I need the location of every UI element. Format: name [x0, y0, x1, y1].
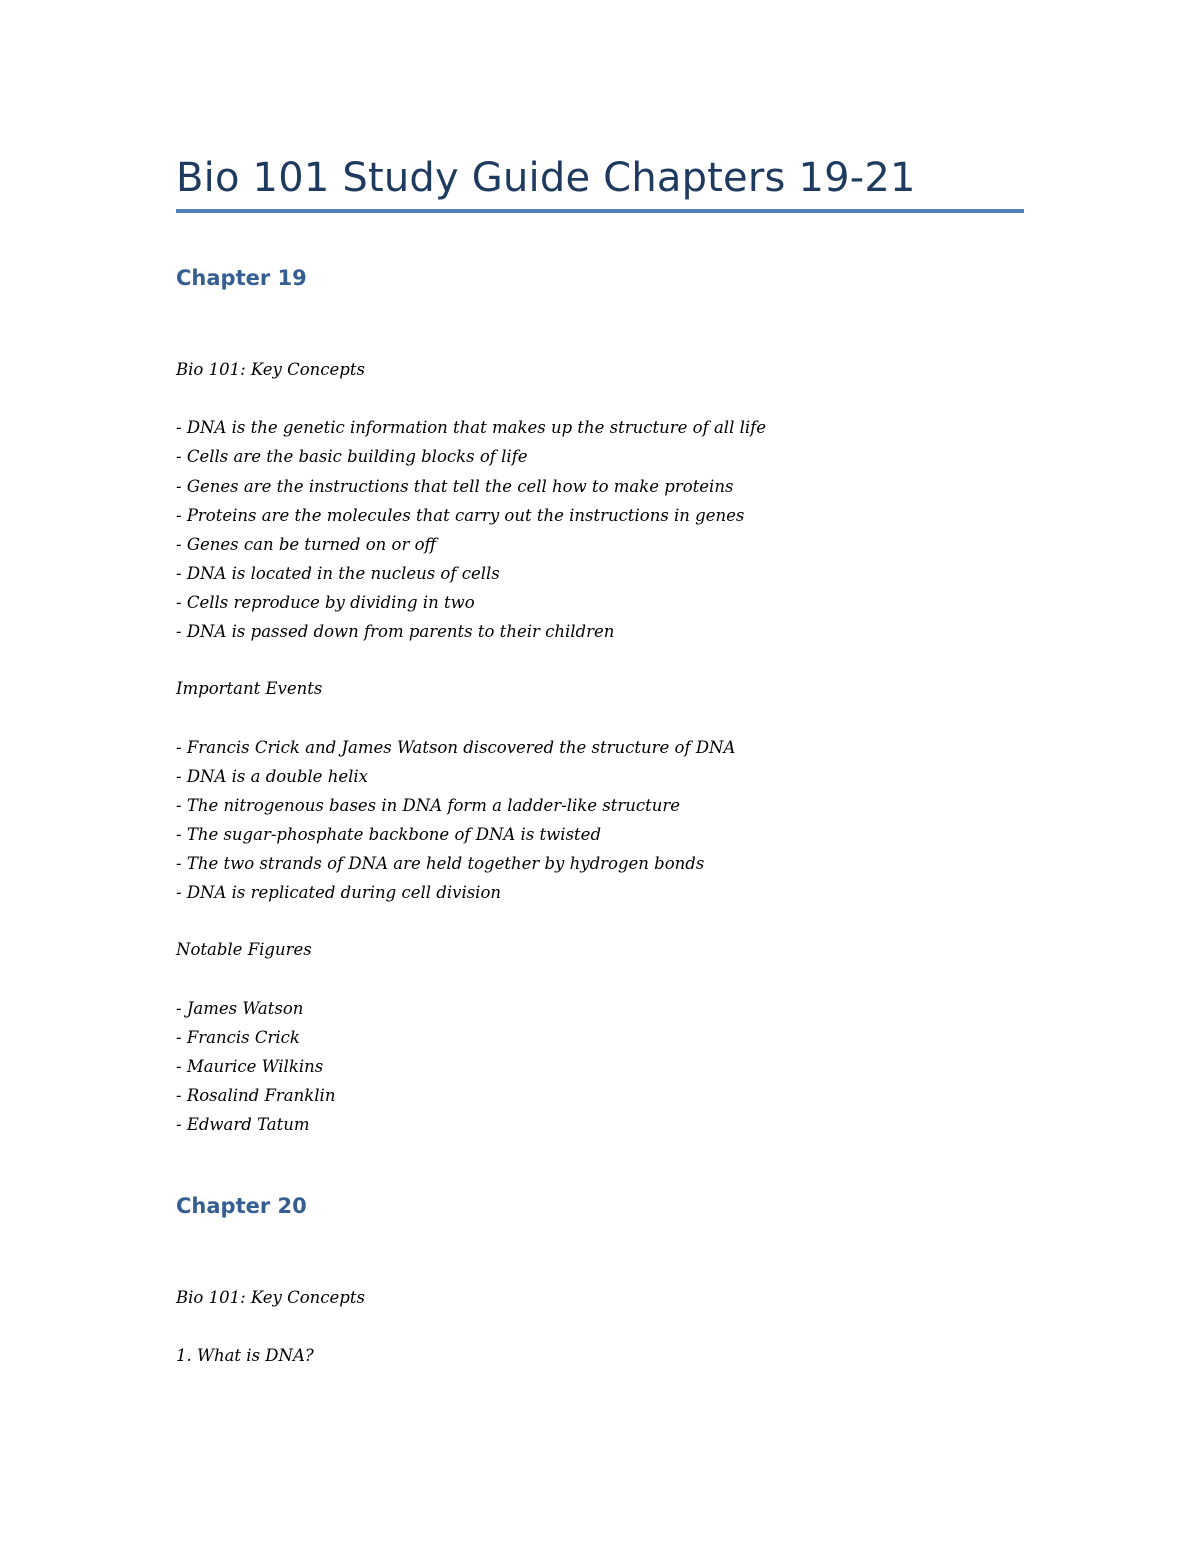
notable-figures-label: Notable Figures	[176, 940, 312, 959]
figure-item: - Rosalind Franklin	[176, 1086, 336, 1105]
key-concept-item: - DNA is passed down from parents to their children	[176, 622, 615, 641]
key-concept-item: - DNA is located in the nucleus of cells	[176, 564, 500, 583]
figure-item: - Francis Crick	[176, 1028, 300, 1047]
chapter-20-heading: Chapter 20	[176, 1194, 307, 1218]
key-concept-item: - Proteins are the molecules that carry out the instructions in genes	[176, 506, 745, 525]
event-item: - DNA is replicated during cell division	[176, 883, 502, 902]
key-concept-item: - DNA is the genetic information that makes up the structure of all life	[176, 418, 767, 437]
figure-item: - James Watson	[176, 999, 304, 1018]
key-concept-item: - Genes can be turned on or off	[176, 535, 437, 554]
key-concept-item: - Cells are the basic building blocks of life	[176, 447, 528, 466]
chapter-19-key-concepts-label: Bio 101: Key Concepts	[176, 360, 365, 379]
chapter-19-heading: Chapter 19	[176, 266, 307, 290]
key-concept-item: - Cells reproduce by dividing in two	[176, 593, 475, 612]
title-underline	[176, 209, 1024, 213]
document-title: Bio 101 Study Guide Chapters 19-21	[176, 155, 916, 201]
key-concept-item: - Genes are the instructions that tell the cell how to make proteins	[176, 477, 734, 496]
event-item: - The two strands of DNA are held together by hydrogen bonds	[176, 854, 705, 873]
question-item: 1. What is DNA?	[176, 1346, 314, 1365]
event-item: - DNA is a double helix	[176, 767, 368, 786]
event-item: - The nitrogenous bases in DNA form a ladder-like structure	[176, 796, 681, 815]
event-item: - Francis Crick and James Watson discovered the structure of DNA	[176, 738, 736, 757]
figure-item: - Edward Tatum	[176, 1115, 310, 1134]
important-events-label: Important Events	[176, 679, 323, 698]
figure-item: - Maurice Wilkins	[176, 1057, 324, 1076]
chapter-20-key-concepts-label: Bio 101: Key Concepts	[176, 1288, 365, 1307]
event-item: - The sugar-phosphate backbone of DNA is twisted	[176, 825, 602, 844]
